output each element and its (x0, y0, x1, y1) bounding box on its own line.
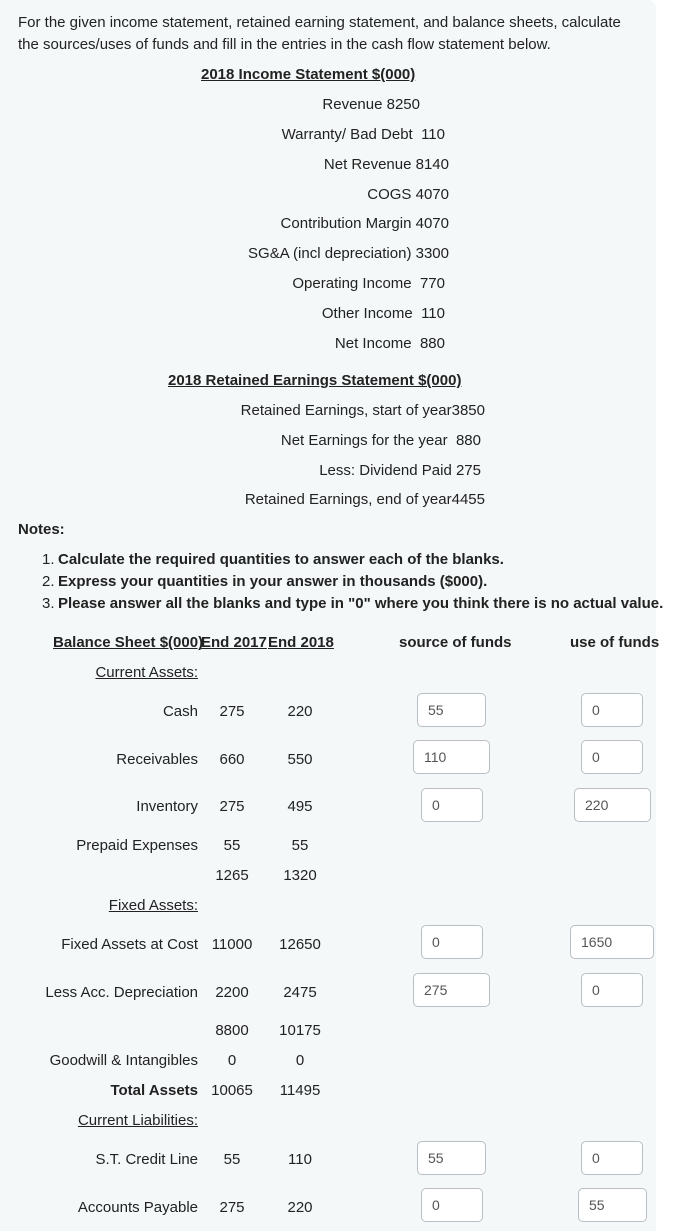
income-row-contribution-margin: Contribution Margin 4070 (280, 215, 449, 232)
value-2017-total-assets: 10065 (211, 1082, 253, 1099)
notes-list (42, 549, 664, 615)
header-end-2018: End 2018 (268, 634, 334, 651)
value-2017-goodwill: 0 (227, 1052, 237, 1069)
income-row-operating-income: Operating Income 770 (292, 275, 445, 292)
source-input-receivables[interactable] (413, 740, 490, 774)
value-2018-prepaid: 55 (291, 837, 309, 854)
income-row-net-income: Net Income 880 (334, 335, 445, 352)
notes-title: Notes: (18, 521, 65, 538)
retained-row-end: Retained Earnings, end of year4455 (244, 491, 485, 508)
header-source-of-funds: source of funds (399, 634, 512, 651)
row-label-total-assets: Total Assets (110, 1082, 198, 1099)
value-2017-cash: 275 (219, 703, 245, 720)
income-row-revenue: Revenue 8250 (322, 96, 420, 113)
value-2018-cash: 220 (287, 703, 313, 720)
use-input-fixed-cost[interactable] (570, 925, 654, 959)
value-2017-inventory: 275 (219, 798, 245, 815)
income-row-other-income: Other Income 110 (321, 305, 445, 322)
section-fixed-assets: Fixed Assets: (108, 897, 198, 914)
income-statement-title: 2018 Income Statement $(000) (201, 66, 416, 83)
section-current-liabilities: Current Liabilities: (77, 1112, 198, 1129)
section-current-assets: Current Assets: (95, 664, 198, 681)
income-row-warranty: Warranty/ Bad Debt 110 (281, 126, 445, 143)
use-input-st-credit[interactable] (581, 1141, 643, 1175)
row-label-inventory: Inventory (136, 798, 198, 815)
value-2017-accounts-payable: 275 (219, 1199, 245, 1216)
instructions-text: For the given income statement, retained earning statement, and balance sheets, calculate the sources/uses of funds and fill in the entries in the cash flow statement below. (18, 14, 621, 53)
value-2017-prepaid: 55 (223, 837, 241, 854)
use-input-accounts-payable[interactable] (578, 1188, 647, 1222)
income-row-sga: SG&A (incl depreciation) 3300 (248, 245, 449, 262)
value-2017-current-total: 1265 (215, 867, 249, 884)
source-input-acc-depreciation[interactable] (413, 973, 490, 1007)
retained-row-net-earnings: Net Earnings for the year 880 (280, 432, 481, 449)
source-input-inventory[interactable] (421, 788, 483, 822)
use-input-receivables[interactable] (581, 740, 643, 774)
value-2018-inventory: 495 (287, 798, 313, 815)
note-item: 3. Please answer all the blanks and type in "0" where you think there is no actual value. (42, 595, 664, 612)
header-balance-sheet: Balance Sheet $(000) (53, 634, 204, 651)
value-2017-acc-depreciation: 2200 (215, 984, 249, 1001)
value-2018-accounts-payable: 220 (287, 1199, 313, 1216)
use-input-inventory[interactable] (574, 788, 651, 822)
source-input-fixed-cost[interactable] (421, 925, 483, 959)
header-end-2017: End 2017 (201, 634, 267, 651)
value-2018-goodwill: 0 (295, 1052, 305, 1069)
use-input-acc-depreciation[interactable] (581, 973, 643, 1007)
income-row-net-revenue: Net Revenue 8140 (323, 156, 449, 173)
value-2017-fixed-cost: 11000 (211, 936, 253, 953)
source-input-accounts-payable[interactable] (421, 1188, 483, 1222)
header-use-of-funds: use of funds (570, 634, 660, 651)
value-2018-current-total: 1320 (283, 867, 317, 884)
row-label-fixed-cost: Fixed Assets at Cost (61, 936, 198, 953)
row-label-goodwill: Goodwill & Intangibles (49, 1052, 198, 1069)
use-input-cash[interactable] (581, 693, 643, 727)
value-2017-st-credit: 55 (223, 1151, 241, 1168)
retained-row-dividend: Less: Dividend Paid 275 (319, 462, 481, 479)
row-label-accounts-payable: Accounts Payable (77, 1199, 198, 1216)
value-2018-fixed-cost: 12650 (279, 936, 321, 953)
value-2018-total-assets: 11495 (279, 1082, 321, 1099)
value-2018-net-fixed: 10175 (279, 1022, 321, 1039)
value-2018-acc-depreciation: 2475 (283, 984, 317, 1001)
source-input-st-credit[interactable] (417, 1141, 486, 1175)
retained-row-start: Retained Earnings, start of year3850 (240, 402, 485, 419)
row-label-acc-depreciation: Less Acc. Depreciation (45, 984, 198, 1001)
note-item: 1. Calculate the required quantities to answer each of the blanks. (42, 551, 504, 568)
value-2017-net-fixed: 8800 (215, 1022, 249, 1039)
value-2018-receivables: 550 (287, 751, 313, 768)
row-label-cash: Cash (162, 703, 198, 720)
value-2017-receivables: 660 (219, 751, 245, 768)
note-item: 2. Express your quantities in your answer in thousands ($000). (42, 573, 488, 590)
row-label-prepaid: Prepaid Expenses (76, 837, 198, 854)
row-label-receivables: Receivables (116, 751, 198, 768)
value-2018-st-credit: 110 (288, 1151, 312, 1168)
retained-earnings-title: 2018 Retained Earnings Statement $(000) (168, 372, 462, 389)
source-input-cash[interactable] (417, 693, 486, 727)
income-row-cogs: COGS 4070 (367, 186, 449, 203)
row-label-st-credit: S.T. Credit Line (95, 1151, 198, 1168)
